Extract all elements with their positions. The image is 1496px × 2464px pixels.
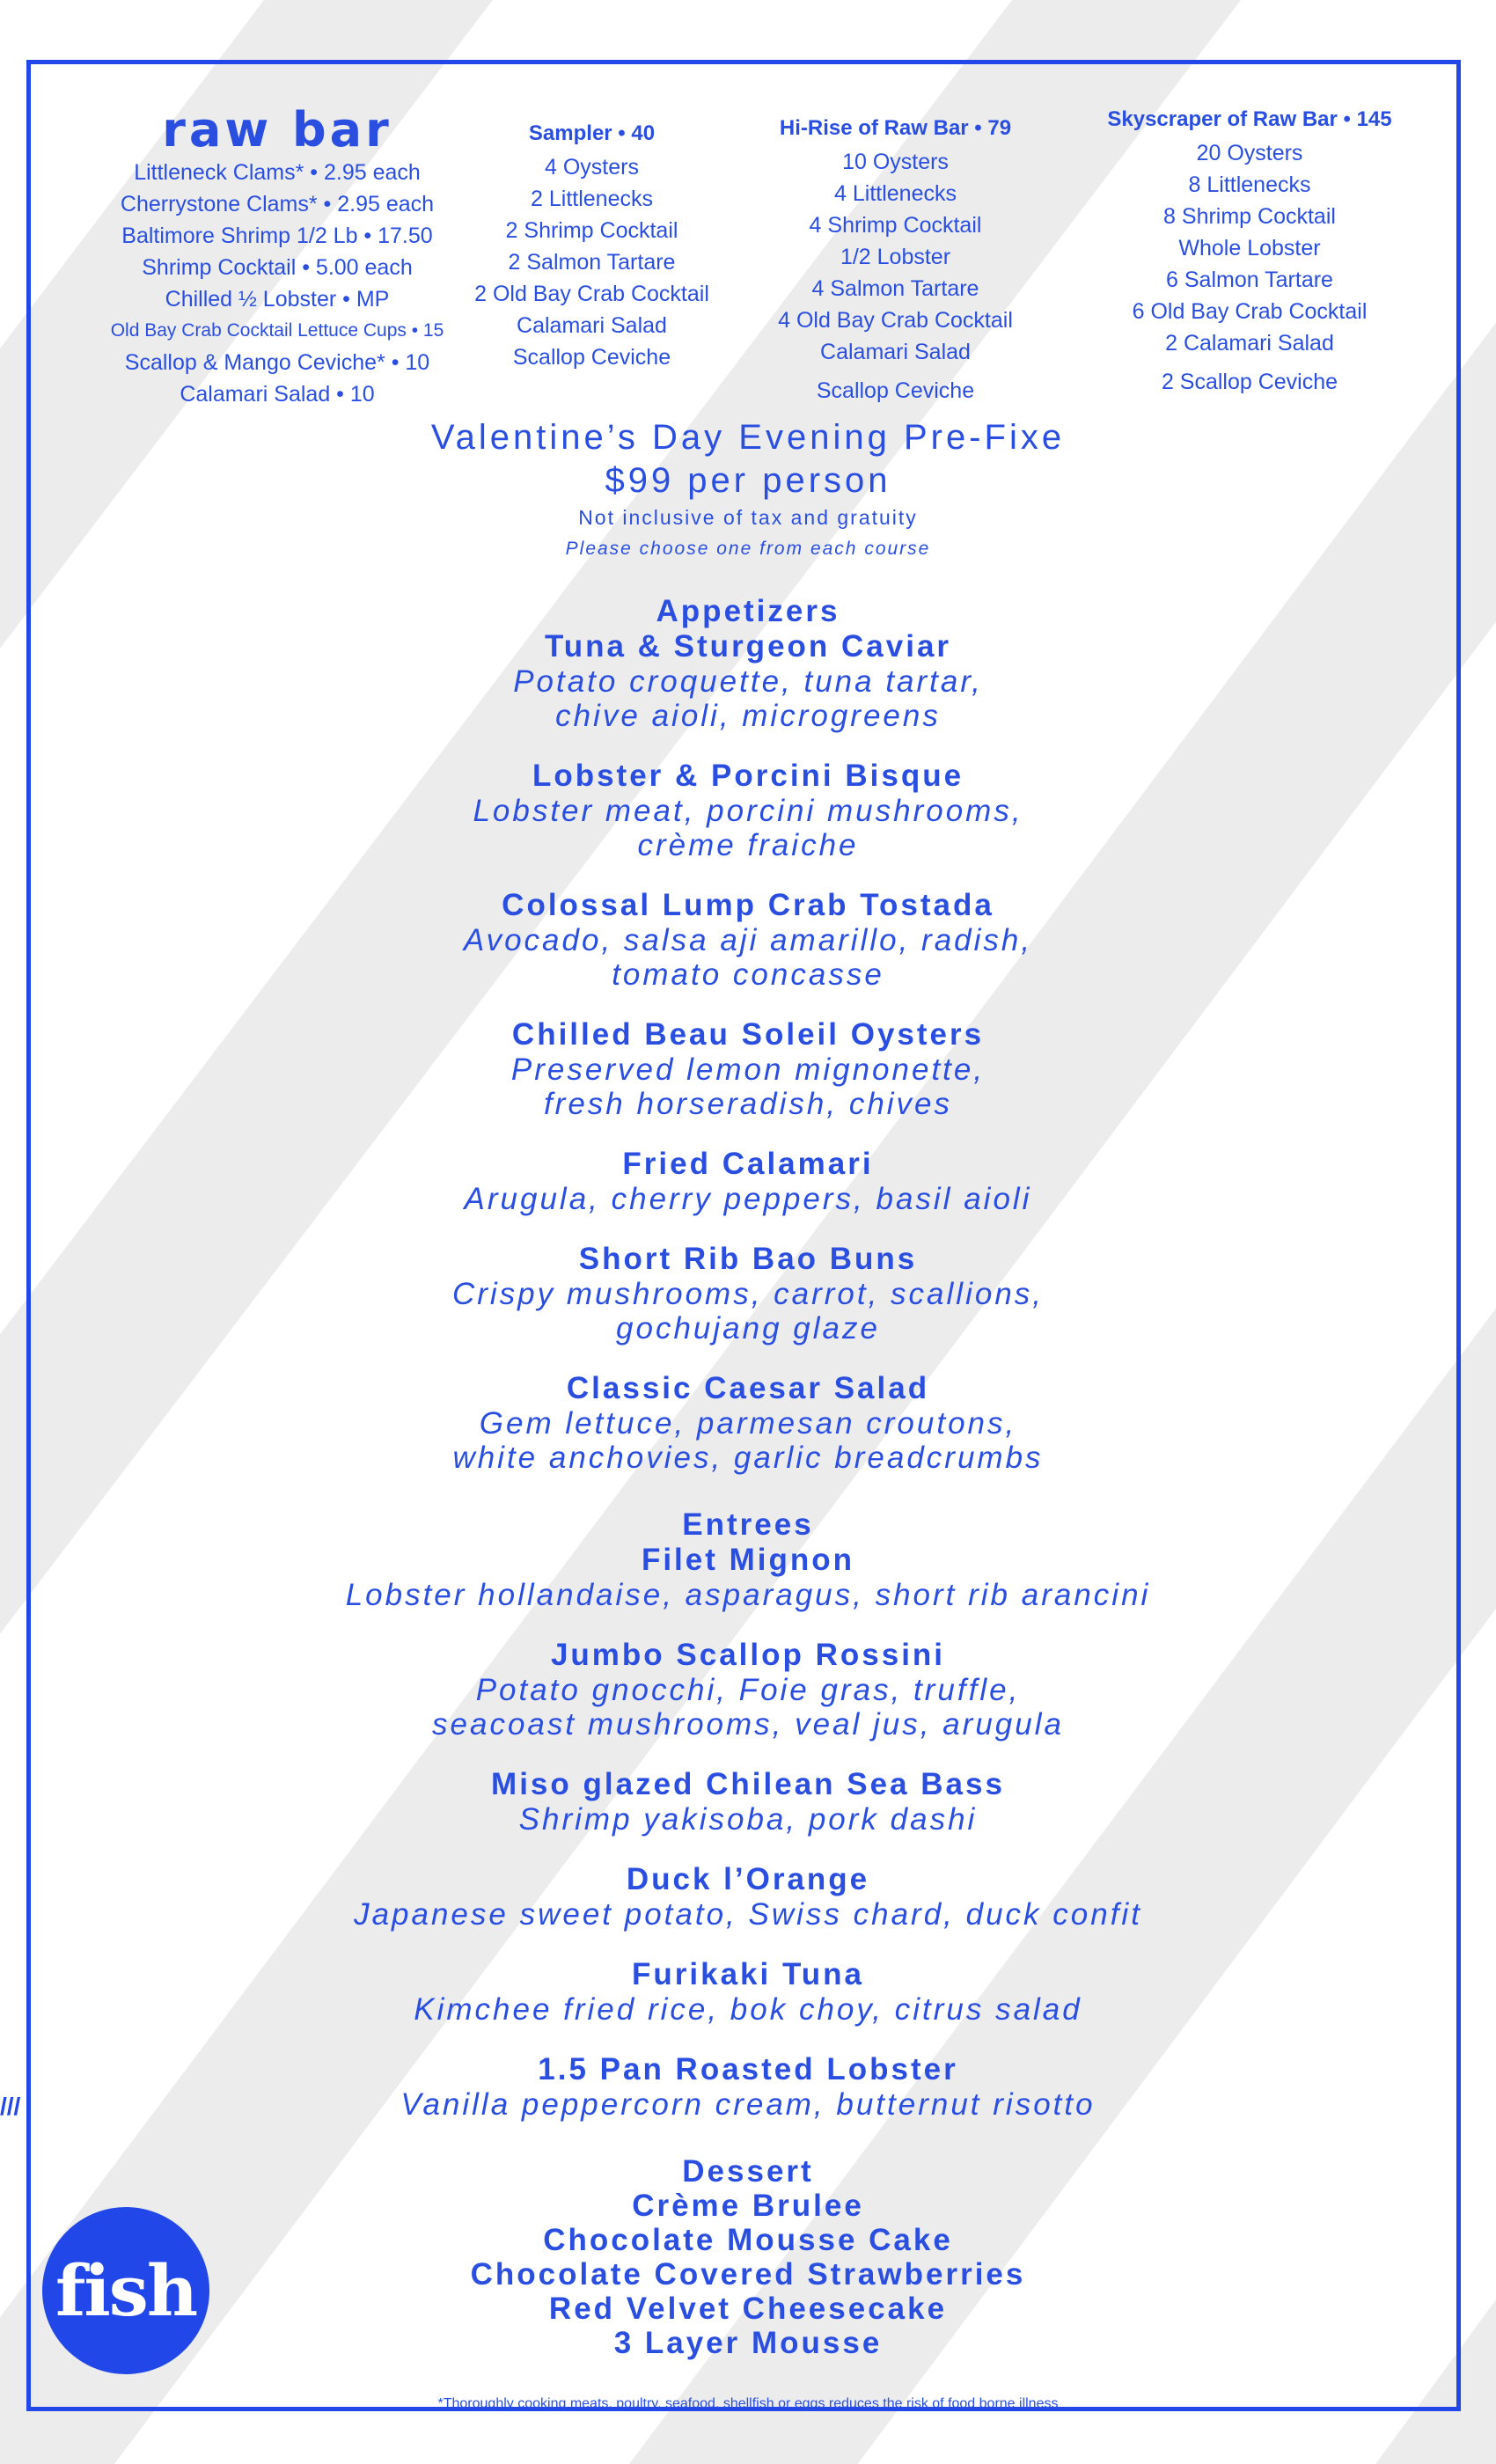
dish-name: Chilled Beau Soleil Oysters (511, 1017, 985, 1052)
dish-name: Lobster & Porcini Bisque (532, 759, 964, 793)
dish-description: gochujang glaze (616, 1311, 880, 1346)
entrees-heading: Entrees (682, 1507, 814, 1542)
hi-rise-item: 4 Littlenecks (834, 181, 957, 206)
sampler-item: 2 Shrimp Cocktail (505, 218, 678, 243)
appetizer-item (0, 1371, 1496, 1475)
dish-name: Jumbo Scallop Rossini (550, 1638, 946, 1672)
skyscraper-item: 2 Scallop Ceviche (1161, 370, 1338, 394)
appetizer-item (0, 1017, 1496, 1121)
dish-name: Furikaki Tuna (632, 1957, 864, 1991)
raw-bar-item: Chilled ½ Lobster • MP (165, 287, 390, 312)
dish-description: fresh horseradish, chives (543, 1087, 953, 1121)
sampler-column (458, 116, 726, 373)
hi-rise-item: Calamari Salad (820, 340, 971, 364)
dish-name: Short Rib Bao Buns (578, 1242, 918, 1276)
appetizer-item (0, 759, 1496, 862)
dish-description: Crispy mushrooms, carrot, scallions, (451, 1277, 1045, 1311)
raw-bar-item: Cherrystone Clams* • 2.95 each (120, 192, 435, 216)
sampler-item: Calamari Salad (517, 313, 667, 338)
dessert-item: Crème Brulee (632, 2189, 864, 2223)
dish-description: Gem lettuce, parmesan croutons, (479, 1406, 1017, 1441)
entree-item (0, 1862, 1496, 1932)
dish-name: Filet Mignon (641, 1543, 855, 1577)
skyscraper-item: 8 Shrimp Cocktail (1163, 204, 1336, 229)
skyscraper-item: 8 Littlenecks (1188, 172, 1311, 197)
skyscraper-item: 6 Salmon Tartare (1166, 268, 1333, 292)
dessert-item: Red Velvet Cheesecake (548, 2292, 948, 2326)
dish-description: tomato concasse (612, 957, 884, 992)
dessert-item: 3 Layer Mousse (613, 2326, 883, 2360)
edge-mark: /// (0, 2093, 21, 2120)
entree-item (0, 1767, 1496, 1837)
prefixe-title: Valentine’s Day Evening Pre-Fixe (430, 418, 1066, 457)
prefixe-header (0, 415, 1496, 565)
raw-bar-item: Calamari Salad • 10 (180, 382, 375, 407)
fish-logo (42, 2207, 209, 2374)
skyscraper-column (1074, 102, 1426, 398)
dish-description: white anchovies, garlic breadcrumbs (452, 1441, 1044, 1475)
skyscraper-item: 6 Old Bay Crab Cocktail (1132, 299, 1368, 324)
prefixe-instruction: Please choose one from each course (565, 539, 931, 559)
appetizers-heading: Appetizers (656, 594, 840, 628)
prefixe-note: Not inclusive of tax and gratuity (578, 506, 918, 529)
raw-bar-item: Old Bay Crab Cocktail Lettuce Cups • 15 (110, 320, 444, 341)
hi-rise-item: 4 Salmon Tartare (811, 276, 979, 301)
dish-name: Colossal Lump Crab Tostada (502, 888, 994, 922)
logo-text: fish (55, 2249, 196, 2332)
dish-description: Kimchee fried rice, bok choy, citrus salad (414, 1992, 1082, 2027)
dessert-item: Chocolate Covered Strawberries (470, 2257, 1026, 2292)
dessert-heading: Dessert (682, 2154, 814, 2189)
sampler-item: 2 Littlenecks (531, 187, 653, 211)
hi-rise-item: Scallop Ceviche (816, 378, 975, 403)
raw-bar-item: Shrimp Cocktail • 5.00 each (142, 255, 413, 280)
raw-bar-item: Baltimore Shrimp 1/2 Lb • 17.50 (121, 224, 433, 248)
dish-name: Duck l’Orange (626, 1862, 870, 1896)
appetizer-item (0, 1242, 1496, 1346)
courses (0, 594, 1496, 2360)
dish-name: Classic Caesar Salad (566, 1371, 930, 1405)
dish-description: crème fraiche (637, 828, 859, 862)
appetizer-item (0, 1147, 1496, 1216)
hi-rise-item: 1/2 Lobster (840, 245, 951, 269)
sampler-item: 4 Oysters (545, 155, 639, 180)
skyscraper-item: Whole Lobster (1178, 236, 1321, 260)
dish-description: Vanilla peppercorn cream, butternut risotto (400, 2087, 1096, 2122)
food-safety-footnote: *Thoroughly cooking meats, poultry, seafood, shellfish or eggs reduces the risk of food borne illness (437, 2396, 1059, 2411)
skyscraper-title: Skyscraper of Raw Bar • 145 (1107, 107, 1392, 131)
dish-description: seacoast mushrooms, veal jus, arugula (432, 1707, 1064, 1742)
entree-item (0, 1957, 1496, 2027)
dish-name: Tuna & Sturgeon Caviar (544, 629, 952, 664)
dish-description: Avocado, salsa aji amarillo, radish, (463, 923, 1033, 957)
dessert-item: Chocolate Mousse Cake (543, 2223, 953, 2257)
raw-bar-item: Littleneck Clams* • 2.95 each (134, 160, 421, 185)
dish-name: Miso glazed Chilean Sea Bass (491, 1767, 1005, 1801)
dish-name: Fried Calamari (622, 1147, 874, 1181)
appetizer-item (0, 888, 1496, 992)
dish-description: Lobster hollandaise, asparagus, short rib arancini (345, 1578, 1151, 1612)
skyscraper-item: 2 Calamari Salad (1165, 331, 1334, 356)
dish-description: Potato gnocchi, Foie gras, truffle, (475, 1673, 1021, 1707)
hi-rise-item: 4 Shrimp Cocktail (809, 213, 982, 238)
dish-description: Potato croquette, tuna tartar, (513, 664, 983, 699)
appetizer-item (0, 629, 1496, 733)
dish-description: Preserved lemon mignonette, (510, 1052, 986, 1087)
sampler-title: Sampler • 40 (528, 121, 656, 145)
sampler-item: 2 Old Bay Crab Cocktail (474, 282, 709, 306)
dish-description: Japanese sweet potato, Swiss chard, duck confit (354, 1897, 1142, 1932)
raw-bar-title: raw bar (162, 102, 392, 158)
prefixe-price: $99 per person (605, 461, 891, 500)
hi-rise-title: Hi-Rise of Raw Bar • 79 (779, 116, 1012, 140)
dessert-section (0, 2154, 1496, 2360)
raw-bar-item: Scallop & Mango Ceviche* • 10 (124, 350, 430, 375)
hi-rise-item: 10 Oysters (842, 150, 949, 174)
raw-bar-column (70, 104, 484, 410)
dish-name: 1.5 Pan Roasted Lobster (538, 2052, 958, 2086)
hi-rise-item: 4 Old Bay Crab Cocktail (778, 308, 1013, 333)
dish-description: Lobster meat, porcini mushrooms, (473, 794, 1023, 828)
sampler-item: Scallop Ceviche (512, 345, 671, 370)
dish-description: Arugula, cherry peppers, basil aioli (464, 1182, 1032, 1216)
entree-item (0, 1543, 1496, 1612)
hi-rise-column (757, 111, 1034, 407)
sampler-item: 2 Salmon Tartare (508, 250, 676, 275)
dish-description: Shrimp yakisoba, pork dashi (518, 1802, 978, 1837)
entree-item (0, 2052, 1496, 2122)
dish-description: chive aioli, microgreens (555, 699, 941, 733)
entree-item (0, 1638, 1496, 1742)
skyscraper-item: 20 Oysters (1196, 141, 1303, 165)
